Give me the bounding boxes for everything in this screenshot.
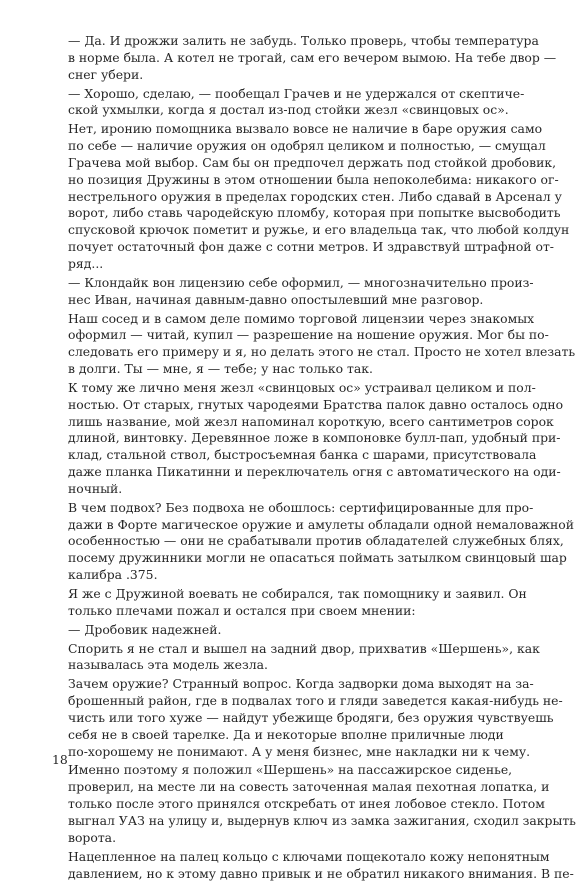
paragraph xyxy=(52,676,563,760)
text-line: калибра .375. xyxy=(68,567,158,583)
text-line: нес Иван, начиная давным-давно опостылевший мне разговор. xyxy=(68,291,484,307)
text-line: ночный. xyxy=(68,480,123,496)
text-line: по-хорошему не понимают. А у меня бизнес, мне накладки ни к чему. xyxy=(68,743,531,759)
page-number: 18 xyxy=(52,752,68,767)
text-line: проверил, на месте ли на совесть заточенная малая пехотная лопатка, и xyxy=(68,779,550,795)
text-line: длиной, винтовку. Деревянное ложе в компоновке булл-пап, удобный при- xyxy=(68,430,561,446)
body-text xyxy=(52,33,576,884)
text-line: нестрельного оружия в пределах городских стен. Либо сдавай в Арсенал у xyxy=(68,188,562,204)
text-line: следовать его примеру и я, но делать этого не стал. Просто не хотел влезать xyxy=(68,344,576,360)
text-line: Нет, иронию помощника вызвало вовсе не наличие в баре оружия само xyxy=(68,121,543,137)
text-line: только плечами пожал и остался при своем мнении: xyxy=(68,602,416,618)
text-line: но позиция Дружины в этом отношении была непоколебима: никакого ог- xyxy=(68,171,559,187)
text-line: почует остаточный фон даже с сотни метров. И здравствуй штрафной от- xyxy=(68,239,554,255)
text-line: ряд... xyxy=(68,255,104,271)
paragraph xyxy=(52,33,557,84)
text-line: ностью. От старых, гнутых чародеями Братства палок давно осталось одно xyxy=(68,396,564,412)
text-line: клад, стальной ствол, быстросъемная банка с шарами, присутствовала xyxy=(68,447,537,463)
paragraph xyxy=(52,85,525,120)
text-line: Грачева мой выбор. Сам бы он предпочел держать под стойкой дробовик, xyxy=(68,154,557,170)
text-line: — Дробовик надежней. xyxy=(68,621,222,637)
paragraph xyxy=(52,379,564,498)
paragraph xyxy=(52,622,472,639)
text-line: Нацепленное на палец кольцо с ключами пощекотало кожу непонятным xyxy=(68,848,550,864)
text-line: чисть или того хуже — найдут убежище бродяги, без оружия чувствуешь xyxy=(68,709,554,725)
text-line: Наш сосед и в самом деле помимо торговой лицензии через знакомых xyxy=(68,310,535,326)
text-line: давлением, но к этому давно привык и не обратил никакого внимания. В пе- xyxy=(68,865,574,881)
text-line: ворота. xyxy=(68,829,117,845)
text-line: — Да. И дрожжи залить не забудь. Только проверь, чтобы температура xyxy=(68,33,539,48)
text-line: Спорить я не стал и вышел на задний двор, прихватив «Шершень», как xyxy=(68,640,540,656)
text-line: спусковой крючок пометит и ружье, и его владельца так, что любой колдун xyxy=(68,222,570,238)
text-line: даже планка Пикатинни и переключатель огня с автоматического на оди- xyxy=(68,464,561,480)
text-line: Зачем оружие? Странный вопрос. Когда задворки дома выходят на за- xyxy=(68,676,534,692)
text-line: дажи в Форте магическое оружие и амулеты обладали одной немаловажной xyxy=(68,516,574,532)
text-line: только после этого принялся отскребать от инея лобовое стекло. Потом xyxy=(68,796,545,812)
text-line: ской ухмылки, когда я достал из-под стойки жезл «свинцовых ос». xyxy=(68,102,509,118)
paragraph xyxy=(52,640,540,675)
text-line: В чем подвох? Без подвоха не обошлось: сертифицированные для про- xyxy=(68,499,534,515)
text-line: посему дружинники могли не опасаться поймать затылком свинцовый шар xyxy=(68,550,567,566)
text-line: Я же с Дружиной воевать не собирался, так помощнику и заявил. Он xyxy=(68,586,527,601)
text-line: себя не в своей тарелке. Да и некоторые вполне приличные люди xyxy=(68,726,504,742)
paragraph xyxy=(52,121,570,273)
text-line: — Хорошо, сделаю, — пообещал Грачев и не удержался от скептиче- xyxy=(68,85,525,101)
text-line: — Клондайк вон лицензию себе оформил, — многозначительно произ- xyxy=(68,274,534,290)
text-line: выгнал УАЗ на улицу и, выдернув ключ из замка зажигания, сходил закрыть xyxy=(68,812,576,828)
text-line: лишь название, мой жезл напоминал короткую, всего сантиметров сорок xyxy=(68,413,554,429)
paragraph xyxy=(52,499,574,584)
paragraph xyxy=(52,762,576,846)
text-line: снег убери. xyxy=(68,66,144,82)
paragraph xyxy=(52,310,576,378)
text-line: особенностью — они не срабатывали против обладателей служебных блях, xyxy=(68,533,564,549)
text-line: по себе — наличие оружия он одобрял целиком и полностью, — смущал xyxy=(68,138,546,154)
paragraph xyxy=(52,848,574,883)
text-line: в норме была. А котел не трогай, сам его вечером вымою. На тебе двор — xyxy=(68,49,557,65)
text-line: К тому же лично меня жезл «свинцовых ос» устраивал целиком и пол- xyxy=(68,379,536,395)
text-line: оформил — читай, купил — разрешение на ношение оружия. Мог бы по- xyxy=(68,327,549,343)
paragraph xyxy=(52,274,534,309)
text-line: называлась эта модель жезла. xyxy=(68,657,268,673)
text-line: Именно поэтому я положил «Шершень» на пассажирское сиденье, xyxy=(68,762,513,778)
text-line: ворот, либо ставь чародейскую пломбу, которая при попытке высвободить xyxy=(68,205,561,221)
text-line: брошенный район, где в подвалах того и гляди заведется какая-нибудь не- xyxy=(68,693,563,709)
text-line: в долги. Ты — мне, я — тебе; у нас только так. xyxy=(68,361,373,377)
paragraph xyxy=(52,586,527,620)
